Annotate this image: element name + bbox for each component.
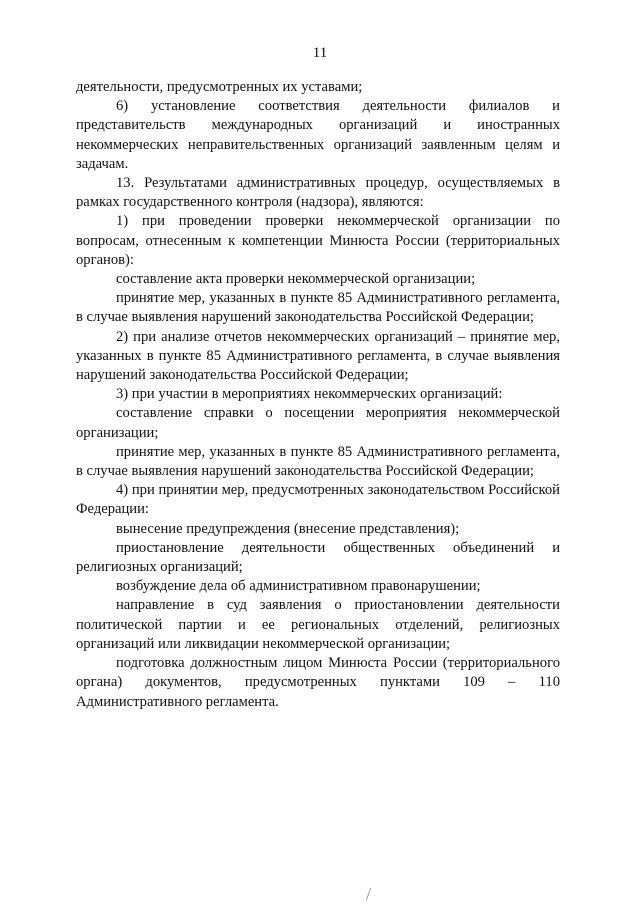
paragraph-5: составление акта проверки некоммерческой организации; [116, 271, 476, 288]
paragraph-10: принятие мер, указанных в пункте 85 Административного регламента, в случае выявления нарушений законодательства Российской Федерации; [76, 443, 560, 480]
paragraph-4: 1) при проведении проверки некоммерческой организации по вопросам, отнесенным к компетенции Минюста России (территориальных органов): [76, 213, 560, 268]
paragraph-12: вынесение предупреждения (внесение представления); [116, 520, 460, 537]
paragraph-11: 4) при принятии мер, предусмотренных законодательством Российской Федерации: [76, 482, 560, 518]
document-body [76, 78, 560, 712]
paragraph-15: направление в суд заявления о приостановлении деятельности политической партии и ее региональных отделений, религиозных организаций или ликвидации некоммерческой организации; [76, 597, 560, 652]
paragraph-2: 6) установление соответствия деятельности филиалов и представительств международных организаций и иностранных некоммерческих неправительственных организаций заявленным целям и задачам. [76, 98, 560, 172]
page-number: 11 [312, 45, 328, 61]
paragraph-7: 2) при анализе отчетов некоммерческих организаций – принятие мер, указанных в пункте 85 Административного регламента, в случае выявления нарушений законодательства Российской Федерации; [76, 328, 560, 384]
paragraph-8: 3) при участии в мероприятиях некоммерческих организаций: [116, 386, 503, 403]
paragraph-16: подготовка должностным лицом Минюста России (территориального органа) документов, предусмотренных пунктами 109 – 110 Административного регламента. [76, 655, 560, 710]
paragraph-6: принятие мер, указанных в пункте 85 Административного регламента, в случае выявления нарушений законодательства Российской Федерации; [76, 290, 560, 326]
paragraph-9: составление справки о посещении мероприятия некоммерческой организации; [76, 405, 560, 441]
paragraph-1: деятельности, предусмотренных их уставами; [76, 79, 363, 95]
paragraph-14: возбуждение дела об административном правонарушении; [116, 578, 481, 595]
scan-mark [366, 888, 375, 900]
paragraph-13: приостановление деятельности общественных объединений и религиозных организаций; [76, 539, 560, 576]
paragraph-3: 13. Результатами административных процедур, осуществляемых в рамках государственного контроля (надзора), являются: [76, 175, 560, 211]
